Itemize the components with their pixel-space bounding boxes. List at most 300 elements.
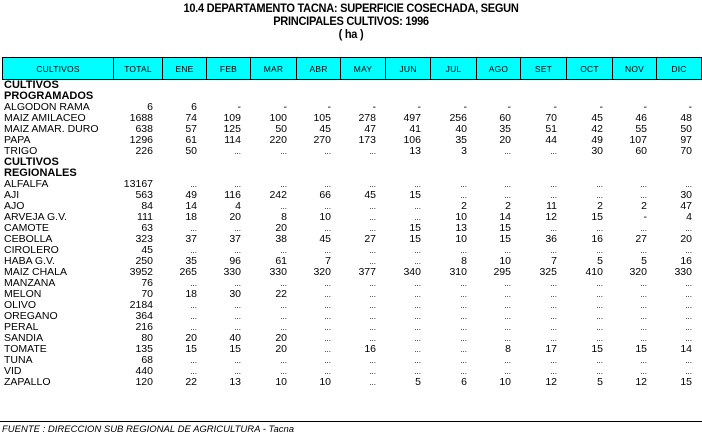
cell-ago: ... <box>504 312 511 321</box>
cell-ene: 14 <box>185 200 197 212</box>
cell-jun: ... <box>414 345 421 354</box>
cell-jun: ... <box>414 180 421 189</box>
cell-abr: ... <box>324 367 331 376</box>
cell-jun: ... <box>414 279 421 288</box>
cell-mar: ... <box>280 279 287 288</box>
column-header-ago: AGO <box>477 58 521 80</box>
section-label: CULTIVOS <box>4 156 59 168</box>
cell-total: 13167 <box>123 178 153 190</box>
table-row <box>2 179 702 190</box>
cell-mar: ... <box>280 367 287 376</box>
cell-total: 76 <box>141 277 153 289</box>
cell-jul: ... <box>460 334 467 343</box>
cell-oct: 49 <box>591 134 603 146</box>
cell-jul: 6 <box>461 376 467 388</box>
cell-ene: ... <box>190 323 197 332</box>
crop-name: ZAPALLO <box>4 376 51 388</box>
column-header-oct: OCT <box>567 58 613 80</box>
cell-dic: 50 <box>680 123 692 135</box>
crop-name: MELON <box>4 288 42 300</box>
column-header-nov: NOV <box>613 58 657 80</box>
cell-abr: 105 <box>313 112 331 124</box>
cell-feb: 109 <box>223 112 241 124</box>
cell-ago: ... <box>504 367 511 376</box>
cell-feb: ... <box>234 323 241 332</box>
cell-total: 440 <box>135 365 153 377</box>
cell-mar: ... <box>280 246 287 255</box>
cell-jul: ... <box>460 246 467 255</box>
cell-nov: ... <box>640 279 647 288</box>
cell-abr: 7 <box>325 255 331 267</box>
cell-set: 36 <box>545 233 557 245</box>
cell-feb: 30 <box>229 288 241 300</box>
cell-may: ... <box>369 356 376 365</box>
cell-dic: ... <box>685 312 692 321</box>
cell-abr: 45 <box>319 123 331 135</box>
crop-name: ALFALFA <box>4 178 49 190</box>
cell-total: 68 <box>141 354 153 366</box>
cell-nov: 27 <box>635 233 647 245</box>
cell-ago: ... <box>504 334 511 343</box>
cell-dic: 30 <box>680 189 692 201</box>
cell-total: 323 <box>135 233 153 245</box>
cell-abr: ... <box>324 323 331 332</box>
crop-name: ARVEJA G.V. <box>4 211 68 223</box>
cell-total: 1296 <box>129 134 153 146</box>
table-row <box>2 377 702 388</box>
cell-may: ... <box>369 312 376 321</box>
cell-ene: 6 <box>191 101 197 113</box>
cell-oct: 410 <box>585 266 603 278</box>
cell-oct: - <box>599 101 603 113</box>
cell-nov: ... <box>640 323 647 332</box>
cell-dic: 15 <box>680 376 692 388</box>
cell-oct: 5 <box>597 255 603 267</box>
crop-name: AJO <box>4 200 25 212</box>
cell-ene: 61 <box>185 134 197 146</box>
cell-may: 47 <box>364 123 376 135</box>
crop-name: VID <box>4 365 22 377</box>
cell-nov: 320 <box>629 266 647 278</box>
cell-oct: 5 <box>597 376 603 388</box>
cell-mar: ... <box>280 312 287 321</box>
cell-feb: ... <box>234 367 241 376</box>
cell-may: ... <box>369 257 376 266</box>
crop-name: AJI <box>4 189 20 201</box>
crop-name: ALGODON RAMA <box>4 101 90 113</box>
cell-abr: ... <box>324 246 331 255</box>
cell-jul: 10 <box>455 211 467 223</box>
cell-ago: 20 <box>499 134 511 146</box>
crop-name: TUNA <box>4 354 33 366</box>
cell-set: ... <box>550 301 557 310</box>
cell-ago: ... <box>504 290 511 299</box>
cell-mar: 10 <box>275 376 287 388</box>
cell-dic: 70 <box>680 145 692 157</box>
cell-jul: ... <box>460 279 467 288</box>
cell-feb: ... <box>234 147 241 156</box>
cell-feb: ... <box>234 180 241 189</box>
cell-dic: ... <box>685 301 692 310</box>
cell-ago: - <box>507 101 511 113</box>
cell-dic: 330 <box>674 266 692 278</box>
cell-total: 3952 <box>129 266 153 278</box>
cell-may: 45 <box>364 189 376 201</box>
section-label: PROGRAMADOS <box>4 90 94 102</box>
cell-oct: ... <box>596 323 603 332</box>
cell-jul: 3 <box>461 145 467 157</box>
cell-dic: 48 <box>680 112 692 124</box>
cell-feb: 13 <box>229 376 241 388</box>
cell-feb: 125 <box>223 123 241 135</box>
cell-feb: 40 <box>229 332 241 344</box>
table-row <box>2 212 702 223</box>
cell-ene: ... <box>190 224 197 233</box>
table-row <box>2 267 702 278</box>
cell-mar: 20 <box>275 222 287 234</box>
column-header-may: MAY <box>341 58 386 80</box>
cell-feb: 96 <box>229 255 241 267</box>
cell-nov: ... <box>640 312 647 321</box>
cell-total: 111 <box>137 211 153 223</box>
column-header-abr: ABR <box>297 58 341 80</box>
cell-set: 325 <box>539 266 557 278</box>
crop-name: MAIZ AMILACEO <box>4 112 86 124</box>
cell-dic: 4 <box>686 211 692 223</box>
cell-ene: ... <box>190 246 197 255</box>
cell-jun: 15 <box>409 189 421 201</box>
cell-jun: ... <box>414 356 421 365</box>
cell-feb: 37 <box>229 233 241 245</box>
cell-mar: 100 <box>269 112 287 124</box>
cell-ago: ... <box>504 356 511 365</box>
cell-ago: ... <box>504 323 511 332</box>
cell-total: 364 <box>135 310 153 322</box>
cell-jun: ... <box>414 301 421 310</box>
table-row <box>2 311 702 322</box>
cell-ene: ... <box>190 367 197 376</box>
column-header-dic: DIC <box>657 58 702 80</box>
cell-nov: ... <box>640 356 647 365</box>
crop-name: PERAL <box>4 321 39 333</box>
cell-total: 80 <box>141 332 153 344</box>
cell-total: 216 <box>135 321 153 333</box>
cell-dic: 47 <box>680 200 692 212</box>
cell-abr: ... <box>324 345 331 354</box>
cell-set: ... <box>550 356 557 365</box>
column-header-ene: ENE <box>163 58 207 80</box>
cell-abr: ... <box>324 290 331 299</box>
cell-ene: 265 <box>179 266 197 278</box>
cell-oct: ... <box>596 180 603 189</box>
table-subtitle: PRINCIPALES CULTIVOS: 1996 <box>273 14 429 28</box>
cell-may: ... <box>369 279 376 288</box>
cell-jun: ... <box>414 290 421 299</box>
cell-mar: 8 <box>281 211 287 223</box>
cell-dic: ... <box>685 356 692 365</box>
cell-ago: ... <box>504 147 511 156</box>
cell-set: ... <box>550 180 557 189</box>
cell-nov: ... <box>640 180 647 189</box>
cell-mar: ... <box>280 180 287 189</box>
cell-total: 226 <box>135 145 153 157</box>
section-label: CULTIVOS <box>4 79 59 91</box>
cell-ene: 18 <box>185 288 197 300</box>
cell-oct: ... <box>596 301 603 310</box>
column-header-feb: FEB <box>207 58 251 80</box>
cell-set: ... <box>550 224 557 233</box>
cell-ago: ... <box>504 180 511 189</box>
cell-jun: ... <box>414 246 421 255</box>
cell-ago: ... <box>504 191 511 200</box>
table-units: ( ha ) <box>338 27 364 41</box>
cell-may: ... <box>369 213 376 222</box>
cell-jul: 2 <box>461 200 467 212</box>
footer-divider <box>0 421 702 422</box>
cell-ago: ... <box>504 301 511 310</box>
cell-set: ... <box>550 246 557 255</box>
cell-set: 17 <box>545 343 557 355</box>
cell-jul: ... <box>460 345 467 354</box>
cell-set: 12 <box>545 376 557 388</box>
cell-ene: 37 <box>185 233 197 245</box>
crop-name: CIROLERO <box>4 244 59 256</box>
cell-jun: ... <box>414 213 421 222</box>
source-note: FUENTE : DIRECCION SUB REGIONAL DE AGRICULTURA - Tacna <box>2 424 295 435</box>
cell-mar: 61 <box>275 255 287 267</box>
cell-nov: ... <box>640 224 647 233</box>
cell-abr: ... <box>324 334 331 343</box>
cell-set: ... <box>550 279 557 288</box>
cell-jun: 41 <box>409 123 421 135</box>
cell-feb: ... <box>234 279 241 288</box>
cell-abr: 10 <box>319 211 331 223</box>
cell-dic: 14 <box>680 343 692 355</box>
cell-may: 278 <box>358 112 376 124</box>
table-row <box>2 278 702 289</box>
cell-ago: ... <box>504 279 511 288</box>
cell-set: - <box>553 101 557 113</box>
cell-nov: ... <box>640 191 647 200</box>
cell-abr: 45 <box>319 233 331 245</box>
table-row <box>2 322 702 333</box>
cell-oct: ... <box>596 367 603 376</box>
cell-total: 63 <box>141 222 153 234</box>
cell-nov: 5 <box>641 255 647 267</box>
cell-set: ... <box>550 323 557 332</box>
cell-total: 84 <box>141 200 153 212</box>
cell-total: 120 <box>135 376 153 388</box>
cell-ago: 8 <box>505 343 511 355</box>
cell-set: 7 <box>551 255 557 267</box>
cell-feb: - <box>237 101 241 113</box>
cell-abr: ... <box>324 279 331 288</box>
cell-oct: 16 <box>591 233 603 245</box>
cell-abr: 270 <box>313 134 331 146</box>
cell-oct: ... <box>596 356 603 365</box>
cell-ago: 15 <box>499 233 511 245</box>
cell-oct: ... <box>596 312 603 321</box>
cell-dic: ... <box>685 246 692 255</box>
cell-set: 51 <box>545 123 557 135</box>
cell-may: ... <box>369 367 376 376</box>
crop-name: OLIVO <box>4 299 37 311</box>
table-body <box>2 80 702 388</box>
cell-jul: ... <box>460 367 467 376</box>
cell-may: ... <box>369 147 376 156</box>
cell-mar: ... <box>280 202 287 211</box>
cell-jul: ... <box>460 301 467 310</box>
cell-oct: 42 <box>591 123 603 135</box>
cell-ene: 22 <box>185 376 197 388</box>
cell-nov: 15 <box>635 343 647 355</box>
column-header-set: SET <box>521 58 567 80</box>
table-row <box>2 355 702 366</box>
cell-total: 45 <box>141 244 153 256</box>
cell-may: ... <box>369 224 376 233</box>
cell-oct: ... <box>596 191 603 200</box>
cell-dic: ... <box>685 224 692 233</box>
cell-jul: ... <box>460 323 467 332</box>
cell-mar: 20 <box>275 332 287 344</box>
cell-feb: ... <box>234 356 241 365</box>
crop-name: MANZANA <box>4 277 56 289</box>
cell-oct: ... <box>596 246 603 255</box>
table-row <box>2 289 702 300</box>
cell-ene: ... <box>190 180 197 189</box>
cell-dic: - <box>688 101 692 113</box>
cell-oct: ... <box>596 290 603 299</box>
cell-abr: 320 <box>313 266 331 278</box>
cell-dic: ... <box>685 323 692 332</box>
cell-nov: 60 <box>635 145 647 157</box>
cell-mar: 50 <box>275 123 287 135</box>
cell-ene: 18 <box>185 211 197 223</box>
cell-jun: ... <box>414 334 421 343</box>
cell-jun: ... <box>414 257 421 266</box>
cell-jul: ... <box>460 180 467 189</box>
cell-abr: - <box>327 101 331 113</box>
cell-may: - <box>372 101 376 113</box>
cell-jun: - <box>417 101 421 113</box>
cell-total: 135 <box>135 343 153 355</box>
cell-ago: 10 <box>499 376 511 388</box>
cell-jul: ... <box>460 312 467 321</box>
cell-feb: ... <box>234 312 241 321</box>
cell-total: 6 <box>147 101 153 113</box>
cell-feb: ... <box>234 301 241 310</box>
crop-name: CAMOTE <box>4 222 49 234</box>
cell-feb: 4 <box>235 200 241 212</box>
cell-feb: 116 <box>224 189 241 201</box>
cell-jun: ... <box>414 323 421 332</box>
cell-may: ... <box>369 290 376 299</box>
table-row <box>2 300 702 311</box>
cell-may: 173 <box>358 134 376 146</box>
cell-dic: 16 <box>680 255 692 267</box>
cell-dic: ... <box>685 279 692 288</box>
cell-feb: 330 <box>223 266 241 278</box>
cell-abr: ... <box>324 147 331 156</box>
cell-jun: 15 <box>409 233 421 245</box>
column-header-row <box>2 57 702 80</box>
cell-set: ... <box>550 191 557 200</box>
cell-jul: ... <box>460 191 467 200</box>
cell-abr: ... <box>324 224 331 233</box>
cell-abr: ... <box>324 180 331 189</box>
cell-oct: 2 <box>597 200 603 212</box>
cell-oct: 15 <box>591 343 603 355</box>
cell-may: ... <box>369 323 376 332</box>
table-title: 10.4 DEPARTAMENTO TACNA: SUPERFICIE COSECHADA, SEGUN <box>183 1 519 15</box>
column-header-cultivos: CULTIVOS <box>3 58 114 80</box>
cell-set: ... <box>550 312 557 321</box>
cell-ago: 2 <box>505 200 511 212</box>
cell-mar: 330 <box>269 266 287 278</box>
cell-mar: - <box>283 101 287 113</box>
cell-total: 563 <box>135 189 153 201</box>
section-header <box>2 168 702 179</box>
cell-nov: - <box>643 101 647 113</box>
section-header <box>2 157 702 168</box>
cell-ene: ... <box>190 312 197 321</box>
cell-nov: ... <box>640 290 647 299</box>
cell-set: 12 <box>545 211 557 223</box>
section-label: REGIONALES <box>4 167 77 179</box>
cell-ene: 74 <box>185 112 197 124</box>
crop-name: TRIGO <box>4 145 38 157</box>
cell-mar: ... <box>280 301 287 310</box>
cell-jun: ... <box>414 202 421 211</box>
cell-set: 44 <box>545 134 557 146</box>
cell-nov: 55 <box>635 123 647 135</box>
cell-ago: 15 <box>499 222 511 234</box>
cell-oct: 45 <box>591 112 603 124</box>
cell-set: 70 <box>545 112 557 124</box>
cell-nov: 107 <box>629 134 647 146</box>
table-row <box>2 146 702 157</box>
cell-dic: 20 <box>680 233 692 245</box>
cell-feb: 15 <box>229 343 241 355</box>
cell-nov: - <box>643 211 647 223</box>
cell-total: 638 <box>135 123 153 135</box>
cell-may: ... <box>369 180 376 189</box>
column-header-total: TOTAL <box>114 58 163 80</box>
cell-ago: 10 <box>499 255 511 267</box>
cell-abr: ... <box>324 312 331 321</box>
cell-set: ... <box>550 367 557 376</box>
cell-may: ... <box>369 202 376 211</box>
cell-ago: 14 <box>499 211 511 223</box>
cell-ago: 60 <box>499 112 511 124</box>
cell-oct: 30 <box>591 145 603 157</box>
cell-nov: 12 <box>635 376 647 388</box>
cell-mar: 242 <box>269 189 287 201</box>
cell-jun: 340 <box>403 266 421 278</box>
cell-jun: 106 <box>403 134 421 146</box>
cell-mar: 22 <box>275 288 287 300</box>
cell-ene: 57 <box>185 123 197 135</box>
cell-may: ... <box>369 301 376 310</box>
cell-nov: ... <box>640 301 647 310</box>
cell-ene: 20 <box>185 332 197 344</box>
cell-ene: 35 <box>185 255 197 267</box>
cell-may: 16 <box>364 343 376 355</box>
cell-dic: 97 <box>680 134 692 146</box>
cell-total: 1688 <box>129 112 153 124</box>
column-header-mar: MAR <box>251 58 297 80</box>
cell-nov: 2 <box>641 200 647 212</box>
